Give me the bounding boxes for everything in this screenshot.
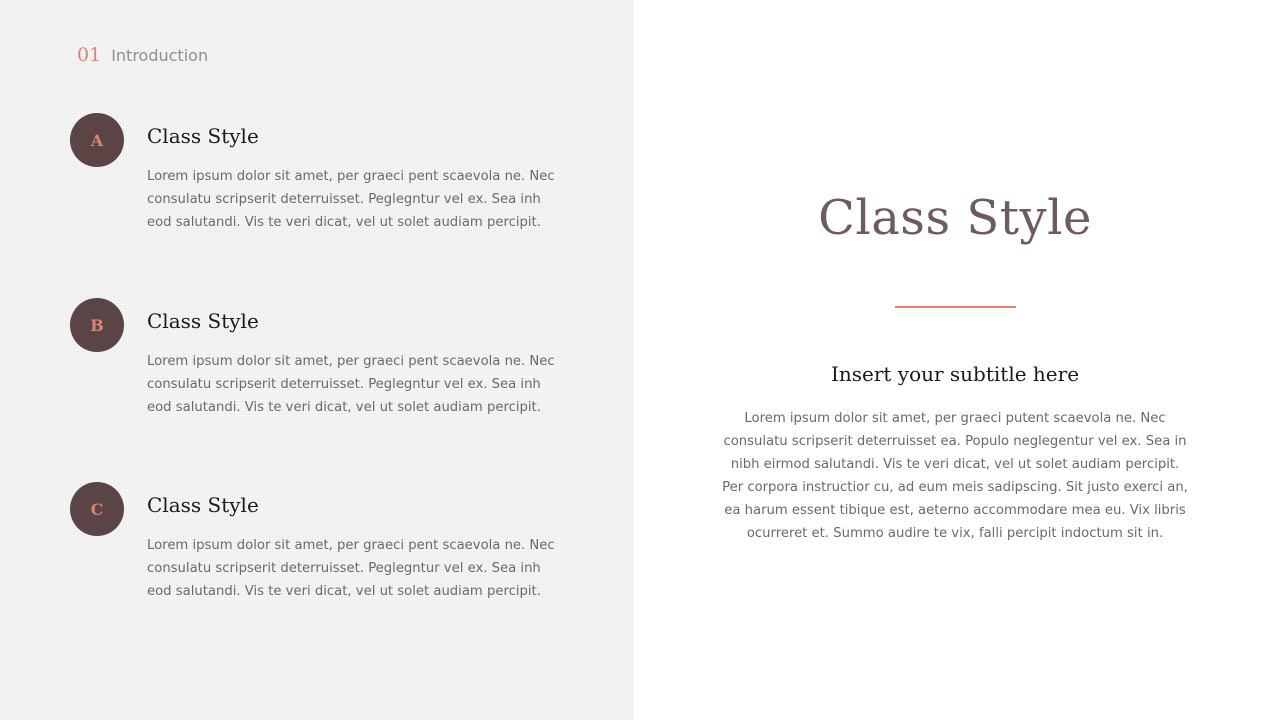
divider bbox=[895, 306, 1016, 308]
main-body: Lorem ipsum dolor sit amet, per graeci putent scaevola ne. Nec consulatu scripserit deterruisset ea. Populo neglegentur vel ex. Sea in nibh eirmod salutandi. Vis te veri dicat, vel ut solet audiam percipit. Per corpora instructior cu, ad eum meis sadipscing. Sit justo exerci an, ea harum essent tibique est, aeterno accommodare mea eu. Vix libris ocurreret et. Summo audire te vix, falli percipit indoctum sit in. bbox=[722, 411, 1188, 541]
section-header bbox=[77, 44, 208, 66]
item-body: Lorem ipsum dolor sit amet, per graeci pent scaevola ne. Nec consulatu scripserit deterruisset. Peglegntur vel ex. Sea inh eod salutandi. Vis te veri dicat, vel ut solet audiam percipit. bbox=[147, 354, 555, 415]
section-title: Introduction bbox=[111, 46, 209, 65]
section-number: 01 bbox=[77, 44, 102, 66]
item-body: Lorem ipsum dolor sit amet, per graeci pent scaevola ne. Nec consulatu scripserit deterruisset. Peglegntur vel ex. Sea inh eod salutandi. Vis te veri dicat, vel ut solet audiam percipit. bbox=[147, 538, 555, 599]
badge-b: B bbox=[70, 298, 124, 352]
item-title: Class Style bbox=[147, 493, 259, 517]
subtitle: Insert your subtitle here bbox=[830, 362, 1080, 386]
main-title: Class Style bbox=[818, 190, 1092, 246]
item-title: Class Style bbox=[147, 309, 259, 333]
badge-a: A bbox=[70, 113, 124, 167]
item-title: Class Style bbox=[147, 124, 259, 148]
badge-c: C bbox=[70, 482, 124, 536]
left-panel bbox=[0, 0, 633, 720]
item-body: Lorem ipsum dolor sit amet, per graeci pent scaevola ne. Nec consulatu scripserit deterruisset. Peglegntur vel ex. Sea inh eod salutandi. Vis te veri dicat, vel ut solet audiam percipit. bbox=[147, 169, 555, 230]
